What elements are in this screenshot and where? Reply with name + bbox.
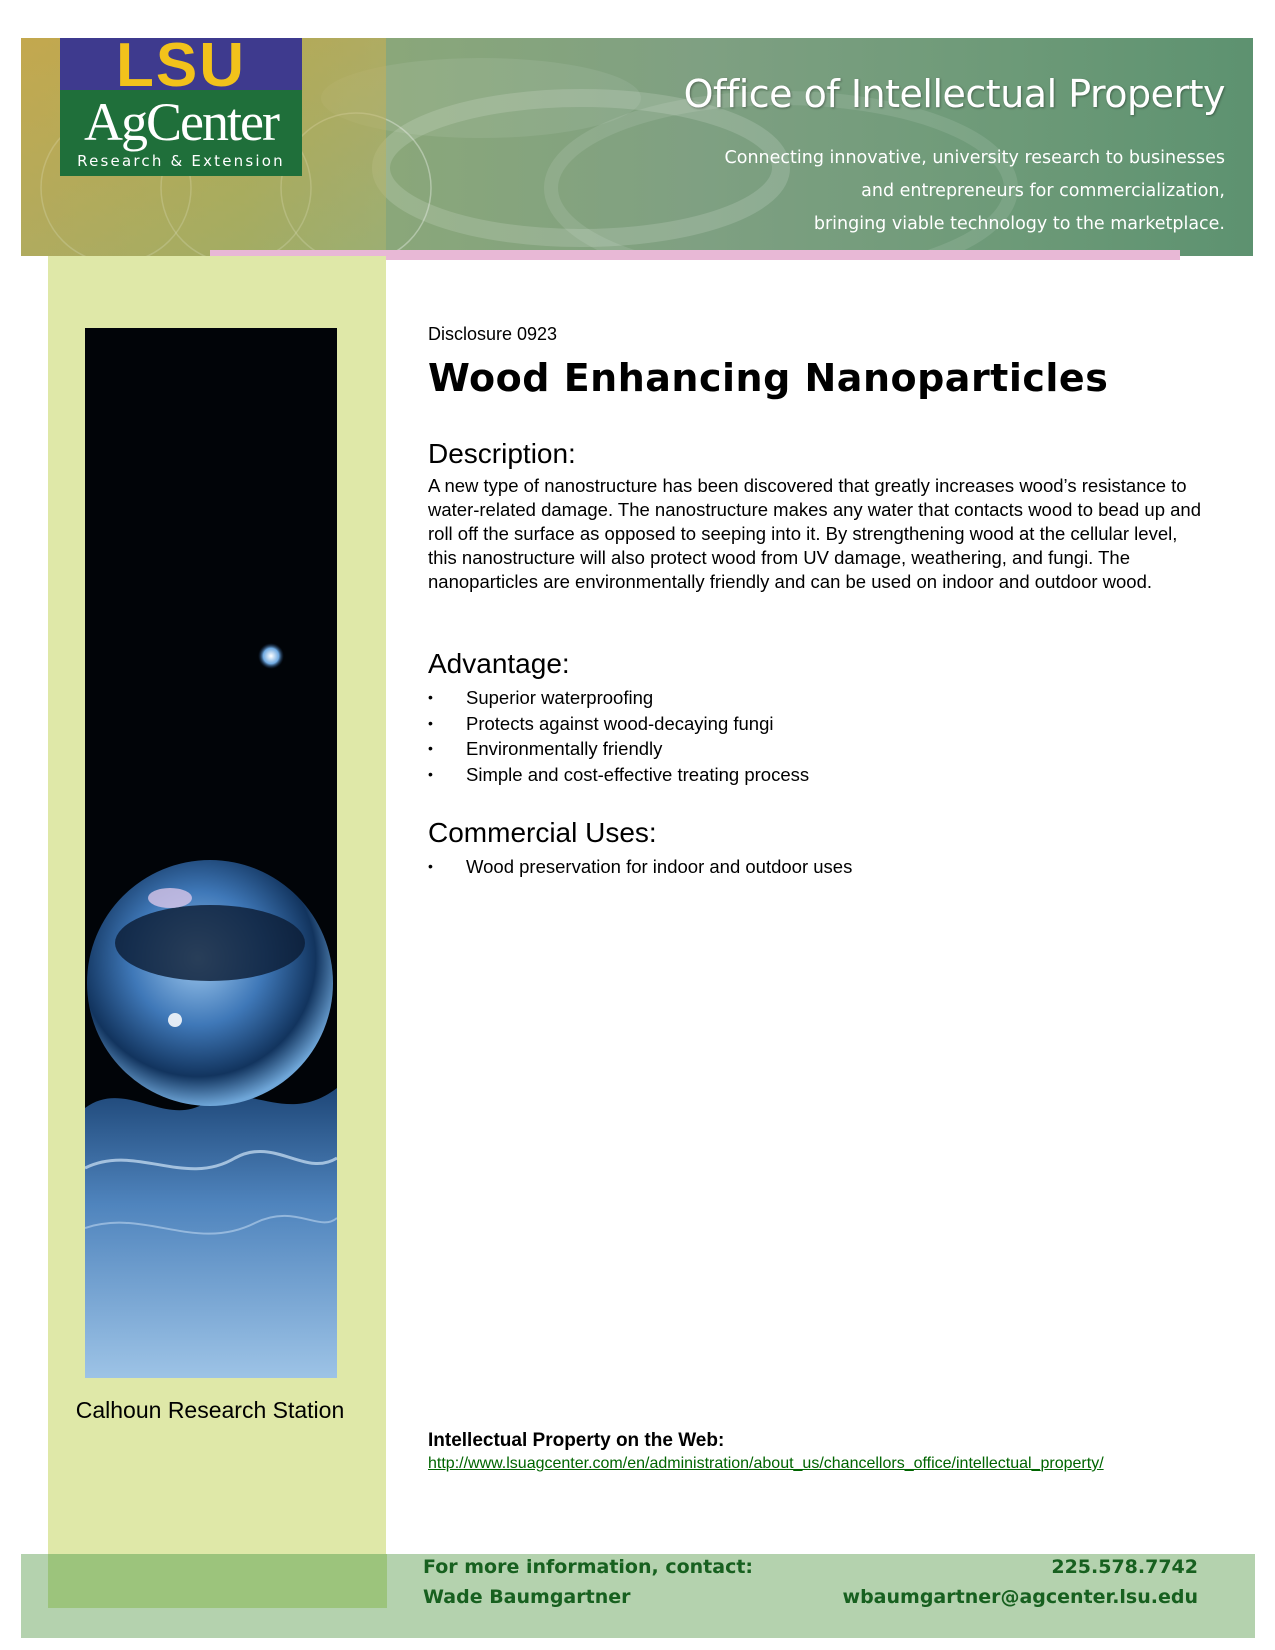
contact-email[interactable]: wbaumgartner@agcenter.lsu.edu — [842, 1586, 1198, 1608]
description-text: A new type of nanostructure has been discovered that greatly increases wood’s resistance to water-related damage. The nanostructure makes any water that contacts wood to bead up and roll off the surface as opposed to seeping into it. By strengthening wood at the cellular level, this nanostructure will also protect wood from UV damage, weathering, and fungi. The nanoparticles are environmentally friendly and can be used on indoor and outdoor wood. — [428, 475, 1202, 592]
logo-agcenter-text: AgCenter — [84, 92, 278, 152]
logo-subtitle: Research & Extension — [77, 152, 285, 170]
bullet-icon: • — [428, 765, 433, 782]
list-item — [428, 762, 809, 788]
water-droplet-image — [85, 328, 337, 1378]
logo-lsu-text: LSU — [60, 38, 302, 90]
list-item — [428, 854, 852, 880]
commercial-uses-list — [428, 854, 852, 880]
tagline-line: bringing viable technology to the marketplace. — [813, 214, 1225, 234]
ip-web-link[interactable]: http://www.lsuagcenter.com/en/administration/about_us/chancellors_office/intellectual_property/ — [428, 1455, 1104, 1472]
contact-name: Wade Baumgartner — [423, 1586, 631, 1608]
logo-green-block — [60, 90, 302, 176]
description-heading: Description: — [428, 438, 576, 469]
advantage-text: Superior waterproofing — [466, 687, 654, 708]
advantage-text: Environmentally friendly — [466, 738, 663, 759]
banner-tagline — [665, 142, 1225, 241]
advantage-heading: Advantage: — [428, 648, 570, 679]
list-item — [428, 711, 809, 737]
footer-left-block — [48, 1554, 387, 1608]
bullet-icon: • — [428, 714, 433, 731]
contact-phone: 225.578.7742 — [1051, 1556, 1198, 1578]
water-droplet-photo — [85, 328, 337, 1378]
lsu-agcenter-logo — [60, 38, 302, 176]
disclosure-number: Disclosure 0923 — [428, 324, 558, 344]
photo-caption-text: Calhoun Research Station — [75, 1397, 345, 1423]
advantage-text: Protects against wood-decaying fungi — [466, 712, 774, 734]
office-title: Office of Intellectual Property — [683, 72, 1225, 116]
ip-web-heading: Intellectual Property on the Web: — [428, 1430, 725, 1451]
commercial-use-text: Wood preservation for indoor and outdoor uses — [466, 856, 853, 877]
tagline-line: and entrepreneurs for commercialization, — [861, 181, 1225, 201]
tagline-line: Connecting innovative, university research to businesses — [724, 148, 1225, 168]
list-item — [428, 736, 809, 762]
bullet-icon: • — [428, 740, 433, 756]
contact-label: For more information, contact: — [423, 1556, 754, 1578]
photo-caption — [48, 1395, 372, 1425]
advantage-list — [428, 685, 809, 787]
commercial-uses-heading: Commercial Uses: — [428, 817, 657, 848]
page-title: Wood Enhancing Nanoparticles — [428, 356, 1109, 400]
list-item — [428, 685, 809, 711]
advantage-text: Simple and cost-effective treating process — [466, 763, 810, 785]
bullet-icon: • — [428, 689, 433, 705]
bullet-icon: • — [428, 858, 433, 874]
